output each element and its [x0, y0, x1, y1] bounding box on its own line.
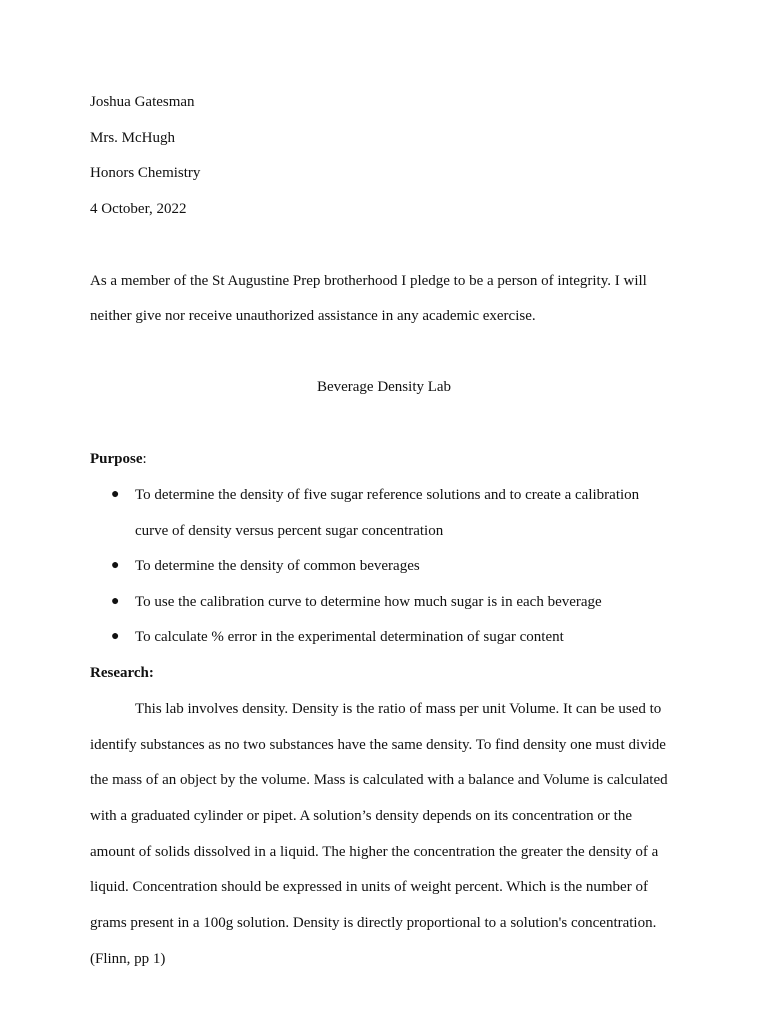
bullet-icon: ● [111, 487, 120, 502]
course-name: Honors Chemistry [90, 165, 201, 181]
teacher-name: Mrs. McHugh [90, 130, 175, 146]
research-heading: Research: [90, 665, 154, 681]
bullet-icon: ● [111, 558, 120, 573]
document-date: 4 October, 2022 [90, 201, 187, 217]
document-page [90, 0, 680, 1024]
research-line-5: amount of solids dissolved in a liquid. The higher the concentration the greater the density of a [90, 844, 659, 860]
pledge-line-2: neither give nor receive unauthorized assistance in any academic exercise. [90, 308, 536, 324]
research-line-1: This lab involves density. Density is the ratio of mass per unit Volume. It can be used to [135, 701, 662, 717]
purpose-item-4: To calculate % error in the experimental determination of sugar content [135, 629, 564, 645]
author-name: Joshua Gatesman [90, 94, 195, 110]
purpose-item-2: To determine the density of common beverages [135, 558, 420, 574]
document-title: Beverage Density Lab [316, 379, 452, 395]
purpose-heading [90, 450, 147, 468]
research-line-8: (Flinn, pp 1) [90, 951, 166, 967]
purpose-heading-label: Purpose [90, 451, 143, 467]
pledge-line-1: As a member of the St Augustine Prep brotherhood I pledge to be a person of integrity. I will [90, 273, 647, 289]
purpose-item-1-line-1: To determine the density of five sugar reference solutions and to create a calibration [135, 487, 640, 503]
purpose-heading-colon: : [142, 451, 147, 467]
purpose-item-3: To use the calibration curve to determine how much sugar is in each beverage [135, 594, 602, 610]
bullet-icon: ● [111, 594, 120, 609]
research-line-3: the mass of an object by the volume. Mass is calculated with a balance and Volume is calculated [90, 772, 668, 788]
research-line-2: identify substances as no two substances have the same density. To find density one must divide [90, 737, 666, 753]
purpose-item-1-line-2: curve of density versus percent sugar concentration [135, 523, 444, 539]
research-line-4: with a graduated cylinder or pipet. A solution’s density depends on its concentration or the [90, 808, 632, 824]
bullet-icon: ● [111, 629, 120, 644]
research-line-6: liquid. Concentration should be expressed in units of weight percent. Which is the number of [90, 879, 648, 895]
research-line-7: grams present in a 100g solution. Density is directly proportional to a solution's concentration. [90, 915, 657, 931]
